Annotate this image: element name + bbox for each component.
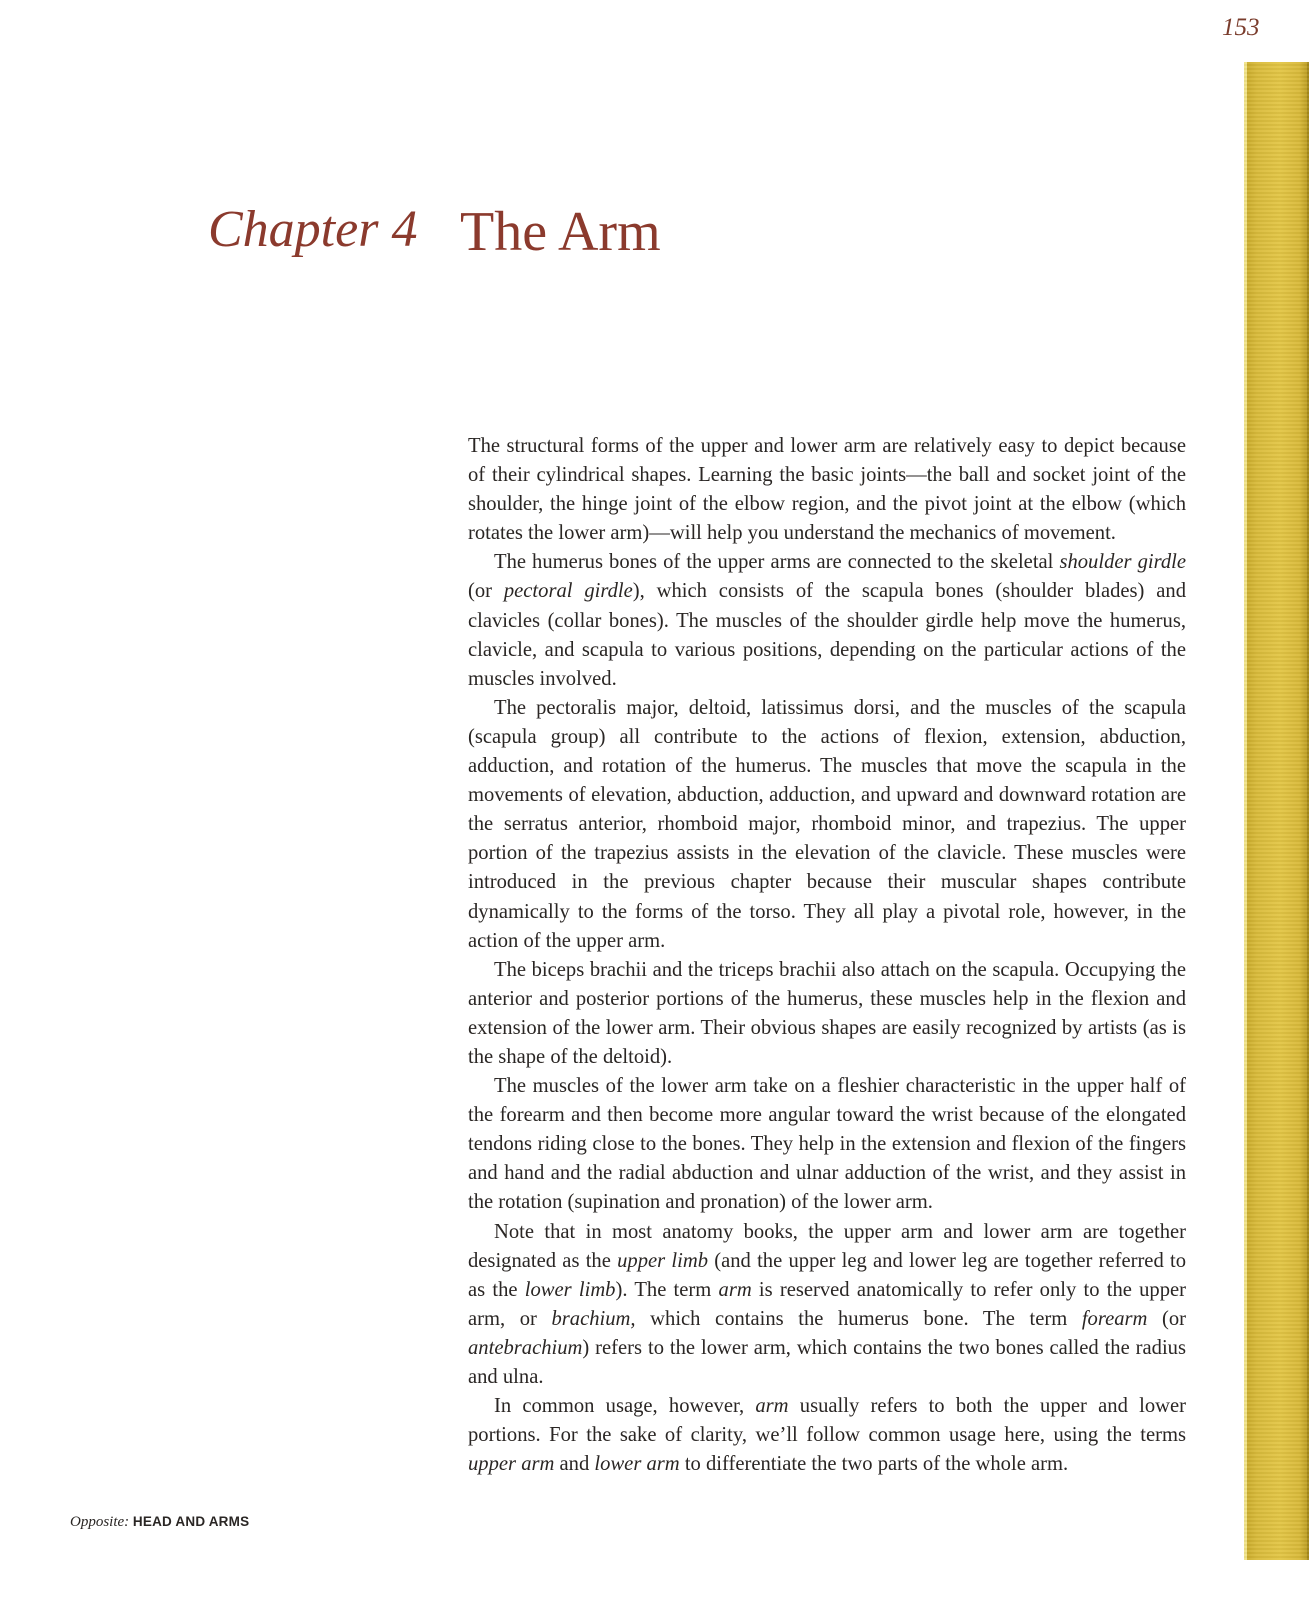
text-run: (and the upper leg and lower leg are together referred to as the (468, 1249, 1187, 1301)
text-run: In common usage, however, (494, 1395, 756, 1418)
text-run: to differentiate the two parts of the whole arm. (679, 1453, 1069, 1476)
italic-term: lower limb (524, 1278, 616, 1301)
paragraph (468, 1072, 1186, 1217)
italic-term: brachium, (551, 1307, 636, 1330)
text-run: The pectoralis major, deltoid, latissimus dorsi, and the muscles of the scapula (scapula group) all contribute to the actions of flexion, extension, abduction, adduction, and rotation of the humerus. The muscles that move the scapula in the movements of elevation, abduction, adduction, and upward and downward rotation are the serratus anterior, rhomboid major, rhomboid minor, and trapezius. The upper portion of the trapezius assists in the elevation of the clavicle. These muscles were introduced in the previous chapter because their muscular shapes contribute dynamically to the forms of the torso. They all play a pivotal role, however, in the action of the upper arm. (468, 696, 1186, 952)
text-run: which contains the humerus bone. The term (635, 1307, 1082, 1330)
caption-text: HEAD AND ARMS (132, 1514, 250, 1529)
text-run: and (554, 1453, 595, 1476)
text-run: ), which consists of the scapula bones (shoulder blades) and clavicles (collar bones). The muscles of the shoulder girdle help move the humerus, clavicle, and scapula to various positions, depending on the particular actions of the muscles involved. (468, 580, 1186, 690)
paragraph (468, 1392, 1186, 1479)
italic-term: upper arm (468, 1453, 555, 1476)
page-number: 153 (1222, 14, 1260, 41)
italic-term: forearm (1081, 1307, 1148, 1330)
text-run: The structural forms of the upper and lower arm are relatively easy to depict because of their cylindrical shapes. Learning the basic joints—the ball and socket joint of the shoulder, the hinge joint of the elbow region, and the pivot joint at the elbow (which rotates the lower arm)—will help you understand the mechanics of movement. (468, 435, 1186, 545)
text-run: The humerus bones of the upper arms are connected to the skeletal (494, 551, 1060, 574)
italic-term: shoulder girdle (1059, 551, 1187, 574)
figure-caption (70, 1514, 249, 1531)
paragraph (468, 432, 1186, 548)
text-run: Note that in most anatomy books, the upper arm and lower arm are together designated as the (468, 1220, 1186, 1272)
text-run: ) refers to the lower arm, which contains the two bones called the radius and ulna. (468, 1336, 1186, 1388)
chapter-title: The Arm (460, 201, 661, 263)
italic-term: arm (755, 1395, 789, 1418)
text-run: usually refers to both the upper and lower portions. For the sake of clarity, we’ll follow common usage here, using the terms (468, 1395, 1186, 1447)
text-run: The biceps brachii and the triceps brachii also attach on the scapula. Occupying the anterior and posterior portions of the humerus, these muscles help in the flexion and extension of the lower arm. Their obvious shapes are easily recognized by artists (as is the shape of the deltoid). (468, 958, 1186, 1068)
italic-term: upper limb (617, 1249, 709, 1272)
paragraph (468, 694, 1186, 956)
italic-term: antebrachium (468, 1336, 583, 1359)
text-run: (or (468, 580, 504, 603)
chapter-label: Chapter 4 (208, 201, 418, 258)
italic-term: lower arm (594, 1453, 680, 1476)
paragraph (468, 956, 1186, 1072)
italic-term: arm (718, 1278, 752, 1301)
body-text (468, 432, 1186, 1479)
paragraph (468, 548, 1186, 693)
text-run: The muscles of the lower arm take on a fleshier characteristic in the upper half of the forearm and then become more angular toward the wrist because of the elongated tendons riding close to the bones. They help in the extension and flexion of the fingers and hand and the radial abduction and ulnar adduction of the wrist, and they assist in the rotation (supination and pronation) of the lower arm. (468, 1075, 1186, 1214)
gold-decorative-band (1244, 62, 1309, 1560)
text-run: is reserved anatomically to refer only to the upper arm, or (468, 1278, 1186, 1330)
text-run: ). The term (615, 1278, 719, 1301)
paragraph (468, 1218, 1186, 1393)
caption-prefix: Opposite: (70, 1514, 130, 1530)
text-run: (or (1147, 1307, 1186, 1330)
italic-term: pectoral girdle (503, 580, 633, 603)
